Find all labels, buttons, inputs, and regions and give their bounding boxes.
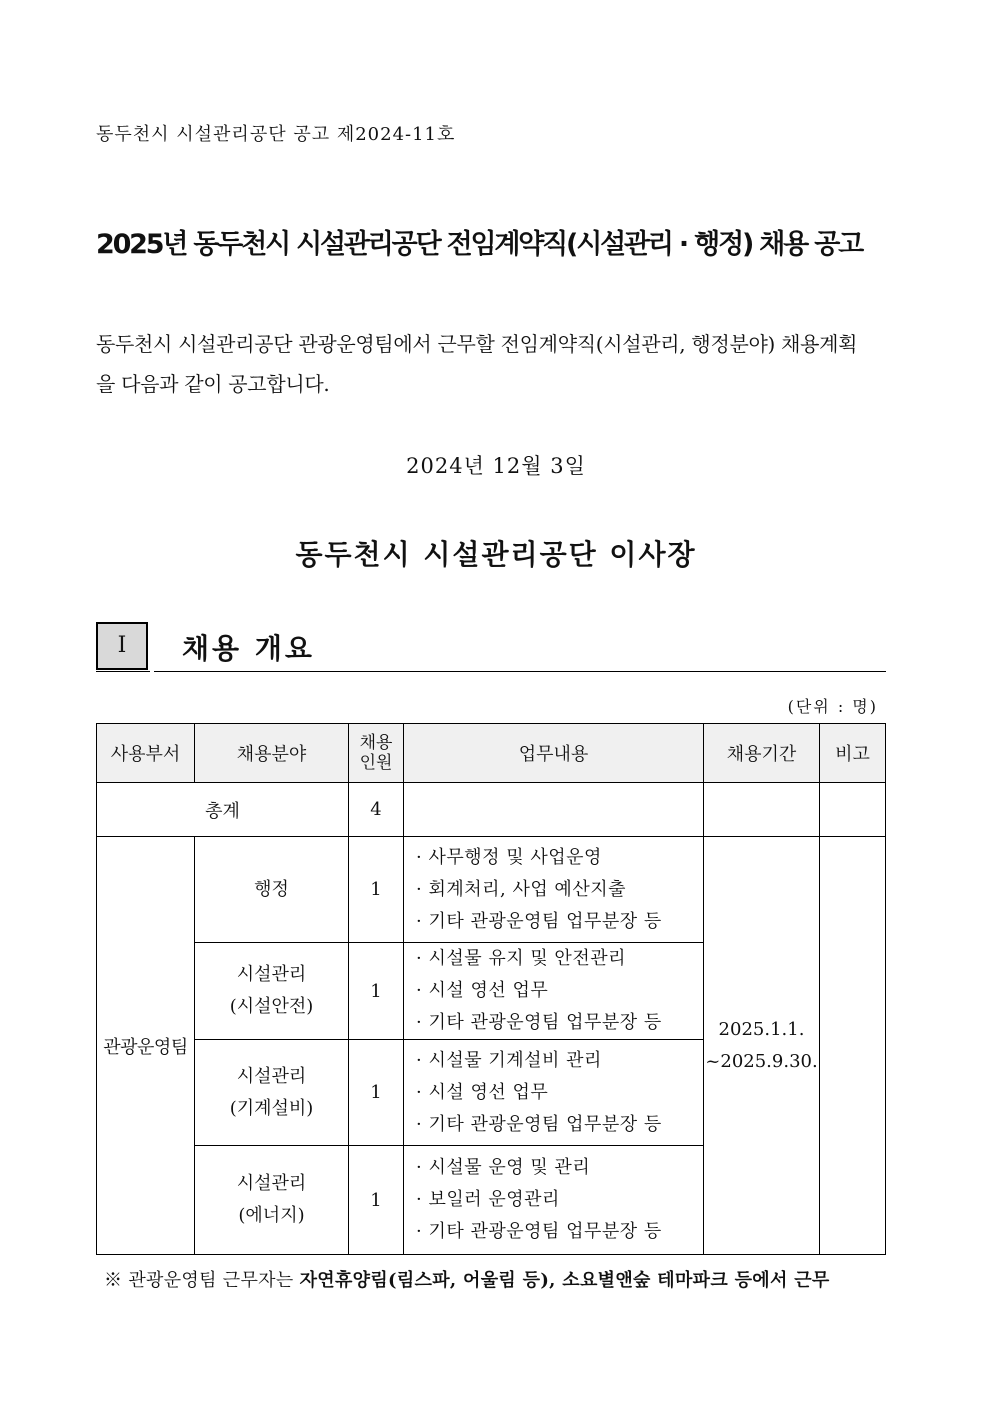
- count-cell: 1: [349, 837, 404, 943]
- notice-date: 2024년 12월 3일: [406, 454, 586, 478]
- duty-item: · 시설물 유지 및 안전관리: [416, 948, 626, 969]
- duties-cell: [404, 1146, 704, 1255]
- period-end: ~2025.9.30.: [705, 1050, 818, 1072]
- field-cell: [195, 837, 349, 943]
- duty-item: · 사무행정 및 사업운영: [416, 846, 602, 868]
- count-cell: 1: [349, 1040, 404, 1146]
- total-duties: [404, 783, 704, 837]
- header-period: 채용기간: [704, 724, 820, 783]
- intro-line-1: 동두천시 시설관리공단 관광운영팀에서 근무할 전임계약직(시설관리, 행정분야) 채용계획: [96, 332, 858, 356]
- table-row-total: [97, 783, 886, 837]
- footnote-bold: 자연휴양림(림스파, 어울림 등), 소요별앤숲 테마파크 등에서 근무: [299, 1270, 830, 1291]
- note-cell: [820, 837, 886, 1255]
- field-name: 시설관리: [236, 1065, 307, 1087]
- section-title: 채용 개요: [182, 632, 315, 665]
- header-count-line-2: 인원: [359, 753, 393, 773]
- field-name: 시설관리: [236, 1173, 307, 1194]
- field-cell: [195, 1146, 349, 1255]
- duty-item: · 시설물 기계설비 관리: [416, 1049, 602, 1071]
- duty-item: · 기타 관광운영팀 업무분장 등: [416, 1221, 662, 1242]
- field-cell: [195, 943, 349, 1040]
- field-subname: (기계설비): [229, 1097, 314, 1119]
- section-rule-left: [96, 671, 150, 672]
- field-cell: [195, 1040, 349, 1146]
- count-cell: 1: [349, 943, 404, 1040]
- recruitment-table: [96, 723, 886, 1255]
- duties-cell: [404, 943, 704, 1040]
- duties-cell: [404, 837, 704, 943]
- header-field: 채용분야: [195, 724, 349, 783]
- total-note: [820, 783, 886, 837]
- page-title: 2025년 동두천시 시설관리공단 전임계약직(시설관리 · 행정) 채용 공고: [96, 229, 863, 260]
- notice-number: 동두천시 시설관리공단 공고 제2024-11호: [96, 124, 456, 145]
- duty-item: · 회계처리, 사업 예산지출: [416, 878, 626, 900]
- duty-item: · 시설물 운영 및 관리: [416, 1157, 591, 1178]
- header-department: 사용부서: [97, 724, 195, 783]
- duties-cell: [404, 1040, 704, 1146]
- period-start: 2025.1.1.: [718, 1018, 805, 1040]
- duty-item: · 기타 관광운영팀 업무분장 등: [416, 910, 662, 932]
- total-label: 총계: [97, 783, 349, 837]
- department-cell: 관광운영팀: [97, 837, 195, 1255]
- duty-item: · 기타 관광운영팀 업무분장 등: [416, 1113, 662, 1135]
- footnote-prefix: ※ 관광운영팀 근무자는: [104, 1270, 300, 1291]
- footnote: [104, 1266, 904, 1292]
- header-count: [349, 724, 404, 783]
- field-name: 시설관리: [236, 964, 307, 985]
- total-period: [704, 783, 820, 837]
- field-name: 행정: [254, 878, 289, 900]
- total-count: 4: [349, 783, 404, 837]
- section-number-box: I: [96, 622, 148, 670]
- count-cell: 1: [349, 1146, 404, 1255]
- table-row: [97, 837, 886, 943]
- header-note: 비고: [820, 724, 886, 783]
- period-cell: [704, 837, 820, 1255]
- intro-line-2: 을 다음과 같이 공고합니다.: [96, 372, 330, 396]
- duty-item: · 기타 관광운영팀 업무분장 등: [416, 1012, 662, 1033]
- table-header-row: [97, 724, 886, 783]
- intro-paragraph: [96, 324, 896, 404]
- duty-item: · 시설 영선 업무: [416, 980, 549, 1001]
- section-rule: [154, 671, 886, 672]
- duty-item: · 보일러 운영관리: [416, 1189, 560, 1210]
- unit-label: (단위 : 명): [787, 697, 878, 716]
- field-subname: (시설안전): [229, 996, 314, 1017]
- duty-item: · 시설 영선 업무: [416, 1081, 549, 1103]
- field-subname: (에너지): [238, 1205, 305, 1226]
- header-duties: 업무내용: [404, 724, 704, 783]
- issuer: 동두천시 시설관리공단 이사장: [295, 538, 697, 571]
- header-count-line-1: 채용: [359, 733, 393, 753]
